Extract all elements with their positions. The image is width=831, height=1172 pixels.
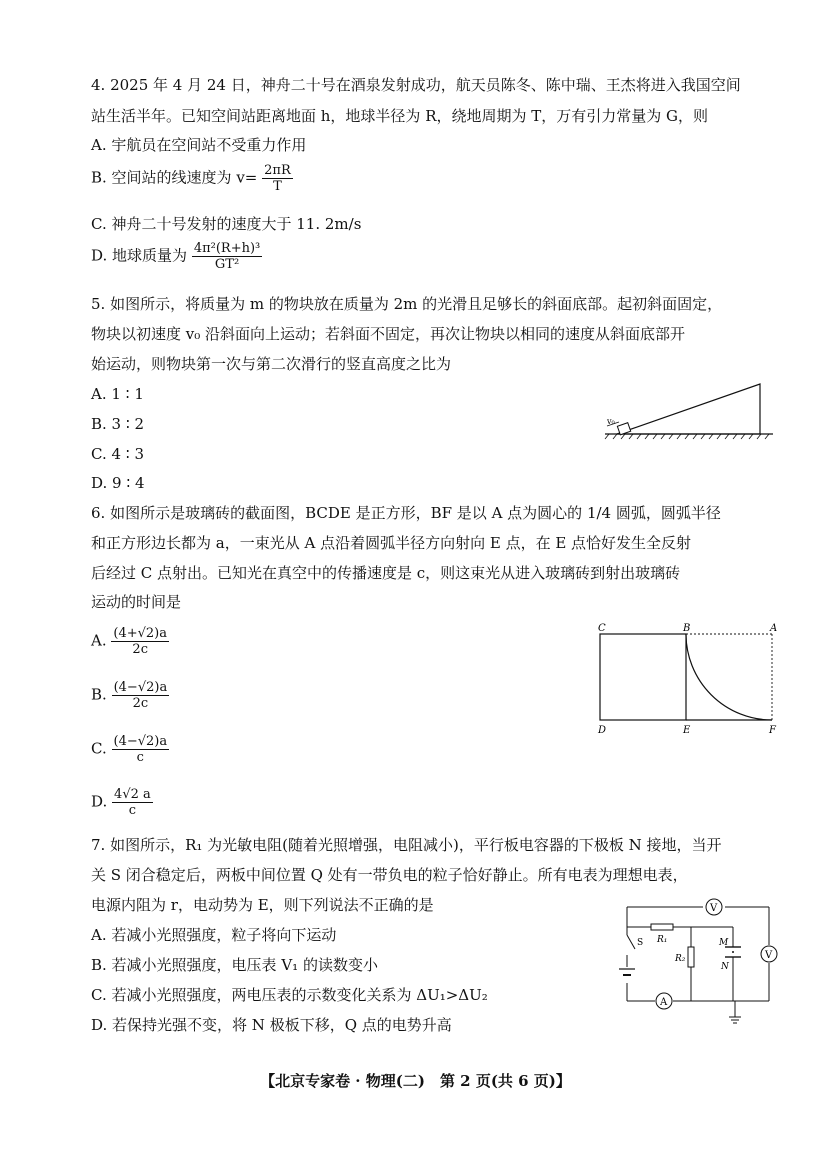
q6-option-a-denominator: 2c — [132, 642, 148, 657]
voltmeter-v2-label: V — [765, 950, 773, 961]
q4-option-c: C. 神舟二十号发射的速度大于 11. 2m/s — [91, 215, 362, 233]
resistor-r1-label: R₁ — [657, 935, 668, 945]
label-e: E — [683, 725, 691, 736]
q7-option-c: C. 若减小光照强度，两电压表的示数变化关系为 ΔU₁>ΔU₂ — [91, 986, 488, 1004]
incline-figure — [595, 380, 785, 440]
q4-option-b-text: B. 空间站的线速度为 v= — [91, 168, 258, 187]
particle-q — [732, 951, 734, 953]
q5-stem-line1: 5. 如图所示，将质量为 m 的物块放在质量为 2m 的光滑且足够长的斜面底部。起初斜面固定， — [91, 295, 723, 313]
ammeter-label: A — [660, 997, 668, 1008]
resistor-r2-label: R₂ — [675, 954, 686, 964]
arc-bf — [686, 634, 772, 720]
q7-option-a: A. 若减小光照强度，粒子将向下运动 — [91, 926, 337, 944]
q6-option-d-numerator: 4√2 a — [114, 787, 151, 802]
q6-option-b — [91, 680, 169, 711]
q7-stem-line2: 关 S 闭合稳定后，两板中间位置 Q 处有一带负电的粒子恰好静止。所有电表为理想电表， — [91, 866, 688, 884]
q6-option-a-label: A. — [91, 631, 107, 650]
plate-n-label: N — [721, 962, 729, 972]
q6-option-d-denominator: c — [128, 803, 137, 818]
q6-option-c-numerator: (4−√2)a — [113, 734, 168, 749]
label-f: F — [769, 725, 776, 736]
q6-option-c-denominator: c — [136, 750, 144, 765]
q4-option-d — [91, 241, 262, 272]
q4-option-d-fraction — [192, 241, 262, 272]
switch-s — [627, 935, 635, 949]
q4-option-b — [91, 163, 293, 194]
q6-option-b-fraction — [112, 680, 170, 711]
q7-option-b: B. 若减小光照强度，电压表 V₁ 的读数变小 — [91, 956, 378, 974]
q7-stem-line3: 电源内阻为 r，电动势为 E，则下列说法不正确的是 — [91, 896, 434, 914]
q6-stem-line3: 后经过 C 点射出。已知光在真空中的传播速度是 c，则这束光从进入玻璃砖到射出玻璃砖 — [91, 564, 681, 582]
q4-option-d-denominator: GT² — [214, 257, 240, 272]
q6-option-a-numerator: (4+√2)a — [113, 626, 168, 641]
q4-stem-line1: 4. 2025 年 4 月 24 日，神舟二十号在酒泉发射成功，航天员陈冬、陈中瑞、王杰将进入我国空间 — [91, 76, 741, 94]
q5-option-c: C. 4 ∶ 3 — [91, 445, 145, 463]
q5-stem-line3: 始运动，则物块第一次与第二次滑行的竖直高度之比为 — [91, 355, 452, 373]
plate-m-label: M — [719, 938, 729, 948]
label-c: C — [598, 623, 606, 634]
q6-option-d-label: D. — [91, 792, 108, 811]
q5-option-a: A. 1 ∶ 1 — [91, 385, 144, 403]
q6-option-b-numerator: (4−√2)a — [113, 680, 168, 695]
q6-option-c-label: C. — [91, 739, 107, 758]
voltmeter-v1-label: V — [710, 903, 718, 914]
q4-option-b-numerator: 2πR — [264, 163, 291, 178]
q4-option-b-fraction — [262, 163, 293, 194]
square-bcde — [600, 634, 686, 720]
q7-stem-line1: 7. 如图所示，R₁ 为光敏电阻(随着光照增强，电阻减小)，平行板电容器的下极板 N 接地，当开 — [91, 836, 722, 854]
switch-label: S — [637, 938, 644, 948]
glass-brick-figure — [592, 620, 784, 736]
q4-option-a: A. 宇航员在空间站不受重力作用 — [91, 136, 307, 154]
velocity-label: v₀ — [607, 417, 615, 426]
q6-option-d — [91, 787, 153, 818]
q6-option-d-fraction — [112, 787, 153, 818]
q4-option-d-text: D. 地球质量为 — [91, 246, 188, 265]
q6-option-b-denominator: 2c — [132, 696, 149, 711]
q6-option-c-fraction — [112, 734, 170, 765]
q4-option-b-denominator: T — [273, 179, 282, 194]
q4-stem-line2: 站生活半年。已知空间站距离地面 h，地球半径为 R，绕地周期为 T，万有引力常量为 G，则 — [91, 107, 709, 125]
q5-option-b: B. 3 ∶ 2 — [91, 415, 145, 433]
q6-option-a-fraction — [111, 626, 169, 657]
incline-wedge — [617, 384, 760, 434]
q5-stem-line2: 物块以初速度 v₀ 沿斜面向上运动；若斜面不固定，再次让物块以相同的速度从斜面底部开 — [91, 325, 686, 343]
q6-stem-line2: 和正方形边长都为 a，一束光从 A 点沿着圆弧半径方向射向 E 点，在 E 点恰好发生全反射 — [91, 534, 692, 552]
q6-stem-line1: 6. 如图所示是玻璃砖的截面图，BCDE 是正方形，BF 是以 A 点为圆心的 1/4 圆弧，圆弧半径 — [91, 504, 721, 522]
resistor-r2 — [688, 947, 694, 967]
label-d: D — [598, 725, 607, 736]
q5-option-d: D. 9 ∶ 4 — [91, 474, 145, 492]
q7-option-d: D. 若保持光强不变，将 N 极板下移，Q 点的电势升高 — [91, 1016, 452, 1034]
resistor-r1 — [651, 924, 673, 930]
ground-hatching — [605, 434, 769, 439]
q6-option-a — [91, 626, 169, 657]
page-footer: 【北京专家卷 · 物理(二) 第 2 页(共 6 页)】 — [260, 1072, 571, 1090]
q6-stem-line4: 运动的时间是 — [91, 593, 182, 611]
q6-option-c — [91, 734, 169, 765]
q6-option-b-label: B. — [91, 685, 107, 704]
block — [617, 423, 630, 435]
label-b: B — [683, 623, 691, 634]
q4-option-d-numerator: 4π²(R+h)³ — [193, 241, 261, 256]
label-a: A — [770, 623, 778, 634]
circuit-figure — [615, 897, 781, 1027]
